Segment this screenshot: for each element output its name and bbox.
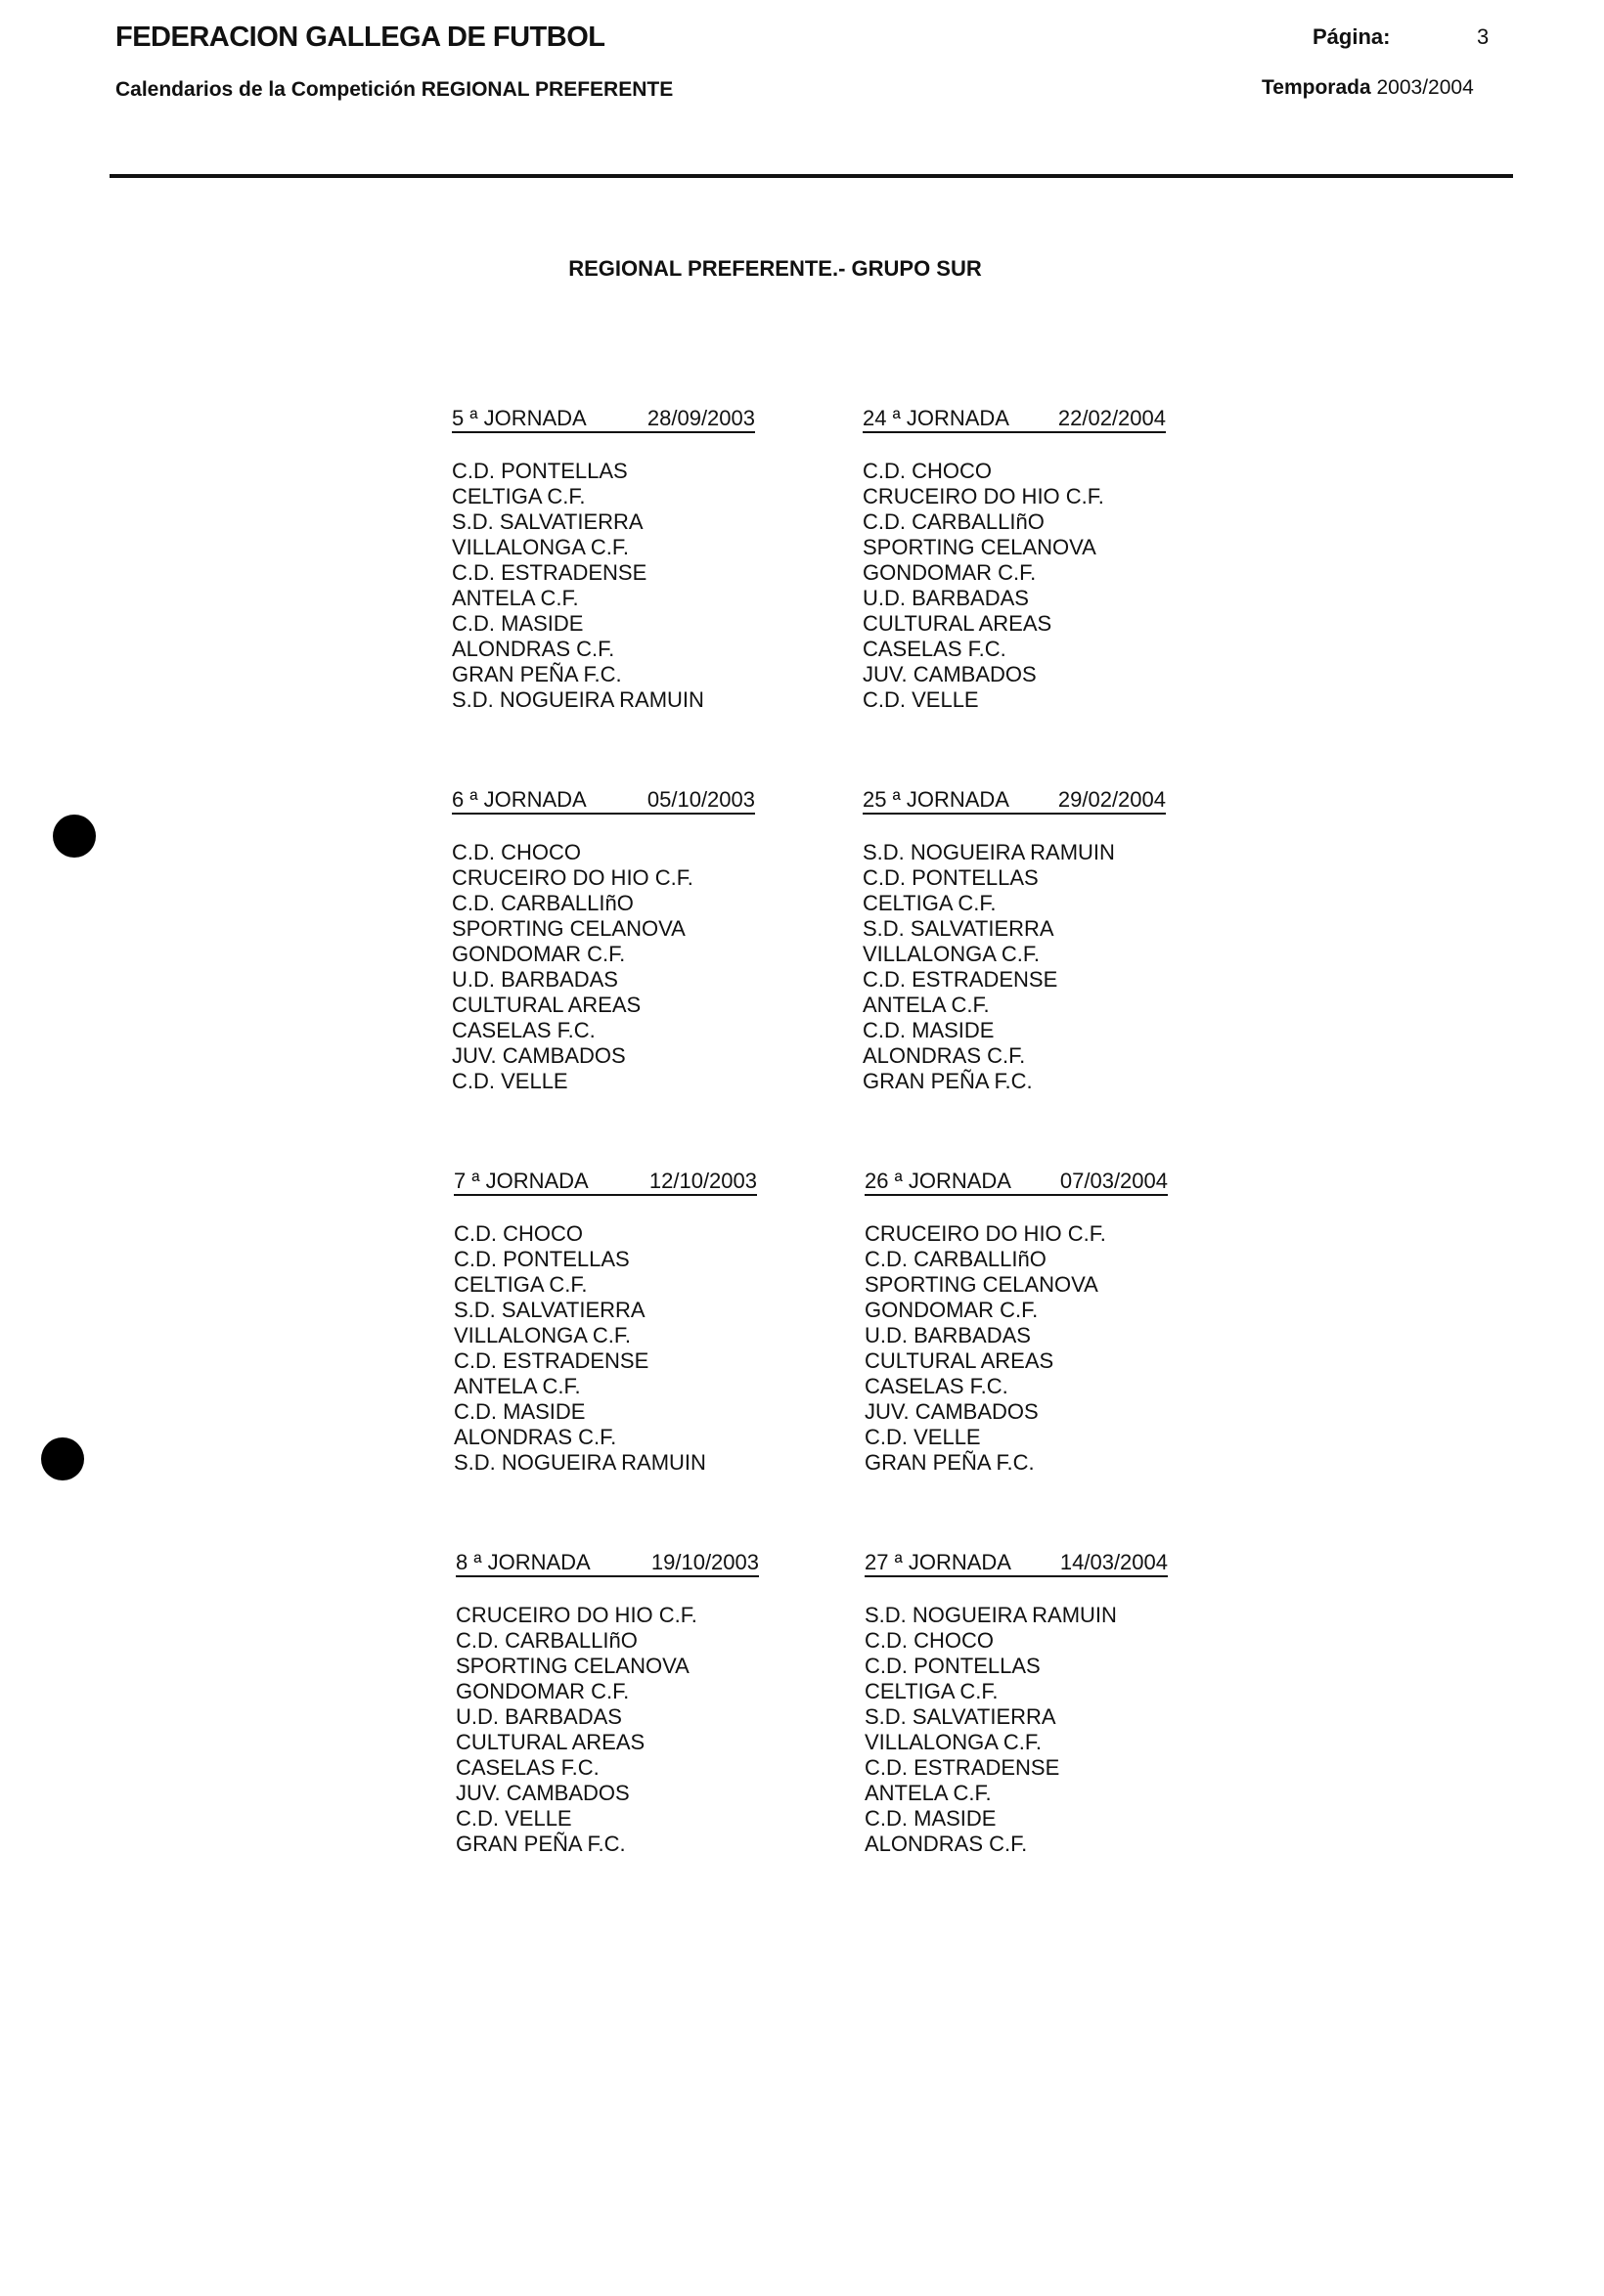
round-date: 12/10/2003 [648,1169,757,1193]
team-item: JUV. CAMBADOS [865,1399,1039,1424]
team-item: VILLALONGA C.F. [452,535,629,559]
round-label: 7 ª JORNADA [454,1169,589,1193]
team-item: ANTELA C.F. [454,1374,581,1398]
round-date: 14/03/2004 [1059,1550,1168,1574]
team-item: GONDOMAR C.F. [456,1679,630,1703]
team-item: CELTIGA C.F. [454,1272,588,1297]
team-item: CULTURAL AREAS [865,1348,1054,1373]
team-item: S.D. SALVATIERRA [452,509,644,534]
team-item: C.D. MASIDE [865,1806,997,1831]
team-list [865,1603,1168,1857]
team-item: ALONDRAS C.F. [863,1043,1026,1068]
round-header [863,407,1166,433]
team-item: CRUCEIRO DO HIO C.F. [452,865,693,890]
team-item: GRAN PEÑA F.C. [456,1832,626,1856]
team-item: C.D. MASIDE [454,1399,586,1424]
team-item: C.D. ESTRADENSE [454,1348,649,1373]
team-item: C.D. CHOCO [865,1628,994,1653]
federation-title: FEDERACION GALLEGA DE FUTBOL [115,22,605,53]
team-item: CULTURAL AREAS [456,1730,646,1754]
team-item: C.D. ESTRADENSE [863,967,1058,992]
page-number: 3 [1477,24,1490,49]
team-item: C.D. ESTRADENSE [865,1755,1060,1780]
team-item: C.D. VELLE [863,687,979,712]
team-item: CASELAS F.C. [452,1018,596,1042]
team-item: JUV. CAMBADOS [456,1781,630,1805]
team-item: ANTELA C.F. [452,586,579,610]
team-item: CULTURAL AREAS [452,993,642,1017]
round-header [865,1170,1168,1196]
team-item: S.D. NOGUEIRA RAMUIN [452,687,704,712]
round-block [863,407,1166,713]
round-header [452,788,755,815]
round-label: 25 ª JORNADA [863,787,1009,812]
team-list [452,459,755,713]
round-header [456,1551,759,1577]
team-item: CELTIGA C.F. [865,1679,999,1703]
team-item: ALONDRAS C.F. [452,637,615,661]
team-item: C.D. VELLE [865,1425,981,1449]
team-item: S.D. NOGUEIRA RAMUIN [865,1603,1117,1627]
team-item: VILLALONGA C.F. [454,1323,631,1347]
round-block [863,788,1166,1094]
round-block [452,788,755,1094]
season-label: Temporada [1262,76,1371,99]
team-list [863,840,1166,1094]
team-list [456,1603,759,1857]
team-item: U.D. BARBADAS [865,1323,1031,1347]
team-item: GONDOMAR C.F. [452,942,626,966]
team-item: GONDOMAR C.F. [863,560,1037,585]
round-date: 05/10/2003 [646,787,755,812]
team-item: GRAN PEÑA F.C. [452,662,622,686]
team-item: CULTURAL AREAS [863,611,1052,636]
round-date: 22/02/2004 [1057,406,1166,430]
team-item: C.D. ESTRADENSE [452,560,647,585]
team-item: S.D. SALVATIERRA [865,1704,1056,1729]
round-block [865,1170,1168,1476]
team-item: VILLALONGA C.F. [863,942,1040,966]
team-item: GONDOMAR C.F. [865,1298,1039,1322]
team-item: C.D. CARBALLIñO [865,1247,1047,1271]
team-item: GRAN PEÑA F.C. [863,1069,1033,1093]
team-item: C.D. PONTELLAS [452,459,628,483]
round-label: 6 ª JORNADA [452,787,587,812]
round-date: 07/03/2004 [1059,1169,1168,1193]
team-item: C.D. VELLE [452,1069,568,1093]
round-block [865,1551,1168,1857]
team-item: CASELAS F.C. [863,637,1006,661]
round-label: 27 ª JORNADA [865,1550,1011,1574]
team-item: C.D. CARBALLIñO [456,1628,638,1653]
round-block [454,1170,757,1476]
team-item: U.D. BARBADAS [456,1704,622,1729]
team-item: S.D. NOGUEIRA RAMUIN [863,840,1115,864]
team-item: JUV. CAMBADOS [863,662,1037,686]
team-item: C.D. PONTELLAS [454,1247,630,1271]
team-list [452,840,755,1094]
team-item: S.D. NOGUEIRA RAMUIN [454,1450,706,1475]
team-item: ALONDRAS C.F. [454,1425,617,1449]
group-title: REGIONAL PREFERENTE.- GRUPO SUR [568,256,982,281]
round-date: 28/09/2003 [646,406,755,430]
team-item: C.D. MASIDE [452,611,584,636]
team-item: ANTELA C.F. [865,1781,992,1805]
team-item: CELTIGA C.F. [452,484,586,508]
team-item: C.D. MASIDE [863,1018,995,1042]
team-item: U.D. BARBADAS [452,967,618,992]
team-item: CASELAS F.C. [865,1374,1008,1398]
team-item: CRUCEIRO DO HIO C.F. [863,484,1104,508]
team-item: ALONDRAS C.F. [865,1832,1028,1856]
punch-hole-icon [41,1437,84,1480]
team-item: C.D. CHOCO [454,1221,583,1246]
round-label: 24 ª JORNADA [863,406,1009,430]
team-item: C.D. CHOCO [863,459,992,483]
team-item: S.D. SALVATIERRA [454,1298,646,1322]
team-item: VILLALONGA C.F. [865,1730,1042,1754]
team-item: SPORTING CELANOVA [456,1654,690,1678]
team-item: ANTELA C.F. [863,993,990,1017]
team-item: C.D. PONTELLAS [865,1654,1041,1678]
header-divider [110,174,1513,178]
team-item: CRUCEIRO DO HIO C.F. [456,1603,697,1627]
team-item: C.D. CHOCO [452,840,581,864]
team-item: CASELAS F.C. [456,1755,600,1780]
team-item: C.D. PONTELLAS [863,865,1039,890]
competition-subtitle: Calendarios de la Competición REGIONAL PREFERENTE [115,78,674,101]
round-label: 8 ª JORNADA [456,1550,591,1574]
team-item: CRUCEIRO DO HIO C.F. [865,1221,1106,1246]
round-label: 5 ª JORNADA [452,406,587,430]
punch-hole-icon [53,815,96,858]
season-value: 2003/2004 [1376,76,1474,99]
round-header [865,1551,1168,1577]
team-item: SPORTING CELANOVA [865,1272,1098,1297]
season [1262,76,1474,100]
round-date: 19/10/2003 [650,1550,759,1574]
team-item: GRAN PEÑA F.C. [865,1450,1035,1475]
round-header [454,1170,757,1196]
team-item: C.D. CARBALLIñO [452,891,634,915]
team-list [863,459,1166,713]
round-block [456,1551,759,1857]
round-header [863,788,1166,815]
team-item: JUV. CAMBADOS [452,1043,626,1068]
team-list [865,1221,1168,1476]
team-item: C.D. VELLE [456,1806,572,1831]
round-header [452,407,755,433]
round-block [452,407,755,713]
team-item: U.D. BARBADAS [863,586,1029,610]
team-item: C.D. CARBALLIñO [863,509,1045,534]
team-item: S.D. SALVATIERRA [863,916,1054,941]
round-date: 29/02/2004 [1057,787,1166,812]
team-list [454,1221,757,1476]
team-item: CELTIGA C.F. [863,891,997,915]
team-item: SPORTING CELANOVA [452,916,686,941]
page-label: Página: [1313,24,1391,49]
team-item: SPORTING CELANOVA [863,535,1096,559]
round-label: 26 ª JORNADA [865,1169,1011,1193]
